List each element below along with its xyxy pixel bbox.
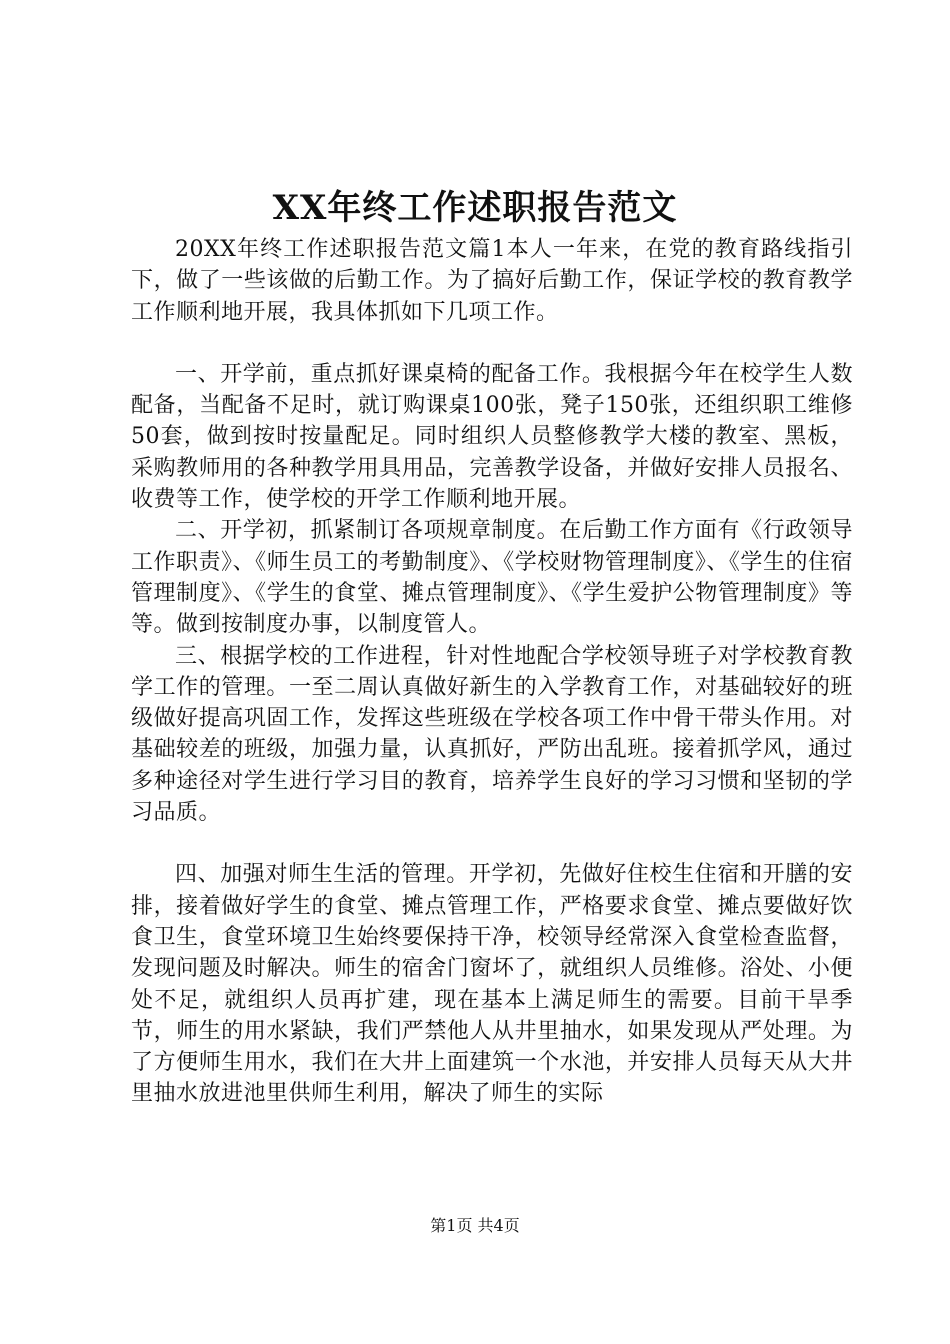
page-number-footer: 第1页 共4页	[430, 1216, 520, 1235]
paragraph-section-4: 四、加强对师生生活的管理。开学初，先做好住校生住宿和开膳的安排，接着做好学生的食堂、摊点管理工作，严格要求食堂、摊点要做好饮食卫生，食堂环境卫生始终要保持干净，校领导经常深入食堂检查监督，发现问题及时解决。师生的宿舍门窗坏了，就组织人员维修。浴处、小便处不足，就组织人员再扩建，现在基本上满足师生的需要。目前干旱季节，师生的用水紧缺，我们严禁他人从井里抽水，如果发现从严处理。为了方便师生用水，我们在大井上面建筑一个水池，并安排人员每天从大井里抽水放进池里供师生利用，解决了师生的实际	[131, 862, 853, 1107]
paragraph-section-1: 一、开学前，重点抓好课桌椅的配备工作。我根据今年在校学生人数配备，当配备不足时，就订购课桌100张，凳子150张，还组织职工维修50套，做到按时按量配足。同时组织人员整修教学大楼的教室、黑板，采购教师用的各种教学用具用品，完善教学设备，并做好安排人员报名、收费等工作，使学校的开学工作顺利地开展。	[131, 361, 853, 513]
paragraph-section-3: 三、根据学校的工作进程，针对性地配合学校领导班子对学校教育教学工作的管理。一至二周认真做好新生的入学教育工作，对基础较好的班级做好提高巩固工作，发挥这些班级在学校各项工作中骨干带头作用。对基础较差的班级，加强力量，认真抓好，严防出乱班。接着抓学风，通过多种途径对学生进行学习目的教育，培养学生良好的学习习惯和坚韧的学习品质。	[131, 643, 853, 826]
paragraph-gap	[131, 828, 853, 859]
paragraph-section-2: 二、开学初，抓紧制订各项规章制度。在后勤工作方面有《行政领导工作职责》、《师生员工的考勤制度》、《学校财物管理制度》、《学生的住宿管理制度》、《学生的食堂、摊点管理制度》、《学生爱护公物管理制度》等等。做到按制度办事，以制度管人。	[131, 518, 853, 638]
document-body	[131, 234, 853, 1110]
paragraph-intro: 20XX年终工作述职报告范文篇1本人一年来，在党的教育路线指引下，做了一些该做的后勤工作。为了搞好后勤工作，保证学校的教育教学工作顺利地开展，我具体抓如下几项工作。	[131, 237, 853, 325]
paragraph-gap	[131, 328, 853, 359]
document-title: XX年终工作述职报告范文	[272, 188, 678, 228]
